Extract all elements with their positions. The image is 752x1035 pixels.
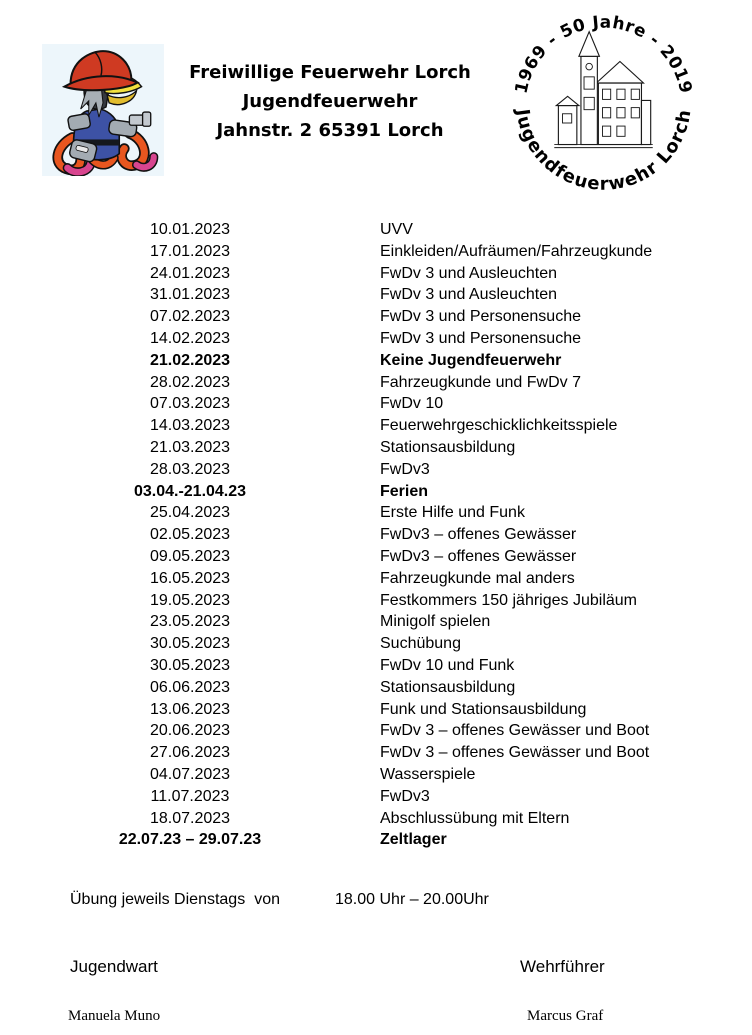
- schedule-date: 19.05.2023: [149, 591, 231, 609]
- schedule-date: 23.05.2023: [149, 613, 231, 631]
- schedule-row: [0, 829, 752, 851]
- schedule-activity: Suchübung: [380, 635, 461, 653]
- schedule-date: 06.06.2023: [149, 678, 231, 696]
- schedule-date: 31.01.2023: [149, 286, 231, 304]
- schedule-activity: FwDv3 – offenes Gewässer: [380, 547, 577, 565]
- schedule-activity: FwDv3: [380, 787, 430, 805]
- schedule-date: 21.02.2023: [149, 351, 231, 369]
- schedule-activity: FwDv 3 und Ausleuchten: [380, 264, 557, 282]
- org-address: Jahnstr. 2 65391 Lorch: [216, 120, 444, 141]
- schedule-row: [0, 372, 752, 394]
- schedule-date: 22.07.23 – 29.07.23: [118, 831, 262, 849]
- signature-role-wehrfuehrer: Wehrführer: [520, 957, 605, 976]
- schedule-list: [0, 219, 752, 851]
- schedule-row: [0, 808, 752, 830]
- schedule-activity: Abschlussübung mit Eltern: [380, 809, 570, 827]
- schedule-activity: FwDv 10 und Funk: [380, 656, 515, 674]
- schedule-activity: UVV: [380, 221, 413, 238]
- schedule-date: 28.02.2023: [149, 373, 231, 391]
- schedule-row: [0, 328, 752, 350]
- signature-name-wehrfuehrer: Marcus Graf: [527, 1008, 604, 1024]
- schedule-row: [0, 568, 752, 590]
- schedule-date: 02.05.2023: [149, 526, 231, 544]
- schedule-row: [0, 764, 752, 786]
- signature-role-jugendwart: Jugendwart: [70, 957, 158, 976]
- schedule-activity: Funk und Stationsausbildung: [380, 700, 587, 718]
- schedule-activity: Feuerwehrgeschicklichkeitsspiele: [380, 417, 618, 435]
- schedule-activity: Wasserspiele: [380, 765, 476, 783]
- schedule-date: 14.02.2023: [149, 329, 231, 347]
- schedule-row: [0, 306, 752, 328]
- schedule-activity: FwDv 3 und Personensuche: [380, 308, 581, 326]
- schedule-date: 03.04.-21.04.23: [133, 482, 247, 500]
- schedule-row: [0, 437, 752, 459]
- schedule-row: [0, 263, 752, 285]
- schedule-date: 10.01.2023: [149, 221, 231, 238]
- schedule-date: 27.06.2023: [149, 744, 231, 762]
- town-sketch: [554, 32, 652, 148]
- schedule-row: [0, 677, 752, 699]
- schedule-activity: Keine Jugendfeuerwehr: [380, 351, 562, 369]
- schedule-date: 16.05.2023: [149, 569, 231, 587]
- schedule-row: [0, 415, 752, 437]
- schedule-date: 18.07.2023: [149, 809, 231, 827]
- schedule-activity: Erste Hilfe und Funk: [380, 504, 525, 522]
- schedule-row: [0, 655, 752, 677]
- schedule-row: [0, 219, 752, 241]
- practice-note-von: von: [254, 891, 280, 908]
- schedule-date: 13.06.2023: [149, 700, 231, 718]
- schedule-activity: FwDv 10: [380, 395, 444, 413]
- practice-note-time: 18.00 Uhr – 20.00Uhr: [335, 891, 489, 908]
- schedule-activity: Fahrzeugkunde und FwDv 7: [380, 373, 581, 391]
- schedule-date: 11.07.2023: [150, 787, 230, 805]
- schedule-date: 20.06.2023: [149, 722, 231, 740]
- org-address-block: [170, 58, 490, 145]
- schedule-row: [0, 742, 752, 764]
- schedule-activity: Minigolf spielen: [380, 613, 491, 631]
- schedule-row: [0, 350, 752, 372]
- schedule-row: [0, 590, 752, 612]
- schedule-activity: FwDv3 – offenes Gewässer: [380, 526, 577, 544]
- schedule-row: [0, 459, 752, 481]
- schedule-activity: FwDv 3 und Personensuche: [380, 329, 581, 347]
- schedule-date: 14.03.2023: [149, 417, 231, 435]
- schedule-row: [0, 481, 752, 503]
- schedule-activity: Einkleiden/Aufräumen/Fahrzeugkunde: [380, 242, 653, 260]
- schedule-row: [0, 241, 752, 263]
- schedule-activity: Ferien: [380, 482, 429, 500]
- org-name: Freiwillige Feuerwehr Lorch: [189, 62, 471, 83]
- practice-note-label: Übung jeweils Dienstags: [70, 891, 246, 908]
- schedule-row: [0, 393, 752, 415]
- schedule-activity: Zeltlager: [380, 831, 447, 849]
- schedule-row: [0, 502, 752, 524]
- schedule-row: [0, 720, 752, 742]
- signature-name-jugendwart: Manuela Muno: [68, 1008, 161, 1024]
- schedule-row: [0, 546, 752, 568]
- logo-arc-bottom-text: Jugendfeuerwehr Lorch: [511, 107, 696, 195]
- schedule-row: [0, 524, 752, 546]
- schedule-row: [0, 633, 752, 655]
- schedule-row: [0, 611, 752, 633]
- schedule-date: 30.05.2023: [149, 656, 231, 674]
- anniversary-logo-icon: [503, 3, 703, 203]
- schedule-row: [0, 699, 752, 721]
- firefighter-bird-icon: [42, 44, 164, 176]
- schedule-date: 21.03.2023: [149, 438, 231, 456]
- schedule-activity: FwDv 3 und Ausleuchten: [380, 286, 557, 304]
- schedule-date: 07.03.2023: [149, 395, 231, 413]
- practice-time-note: [70, 891, 489, 909]
- schedule-date: 30.05.2023: [149, 635, 231, 653]
- schedule-date: 28.03.2023: [149, 460, 231, 478]
- schedule-date: 24.01.2023: [149, 264, 231, 282]
- schedule-row: [0, 284, 752, 306]
- schedule-row: [0, 786, 752, 808]
- anniversary-logo: [503, 3, 703, 203]
- schedule-activity: Fahrzeugkunde mal anders: [380, 569, 575, 587]
- firefighter-bird-mascot: [42, 44, 164, 176]
- schedule-date: 09.05.2023: [149, 547, 231, 565]
- schedule-activity: FwDv3: [380, 460, 430, 478]
- schedule-date: 07.02.2023: [149, 308, 231, 326]
- schedule-activity: Stationsausbildung: [380, 678, 516, 696]
- schedule-date: 17.01.2023: [149, 242, 231, 260]
- org-division: Jugendfeuerwehr: [242, 91, 418, 112]
- schedule-activity: FwDv 3 – offenes Gewässer und Boot: [380, 744, 650, 762]
- schedule-activity: Festkommers 150 jähriges Jubiläum: [380, 591, 637, 609]
- schedule-date: 25.04.2023: [149, 504, 231, 522]
- logo-arc-top-text: 1969 - 50 Jahre - 2019: [510, 11, 697, 96]
- schedule-activity: Stationsausbildung: [380, 438, 516, 456]
- schedule-date: 04.07.2023: [149, 765, 231, 783]
- schedule-activity: FwDv 3 – offenes Gewässer und Boot: [380, 722, 650, 740]
